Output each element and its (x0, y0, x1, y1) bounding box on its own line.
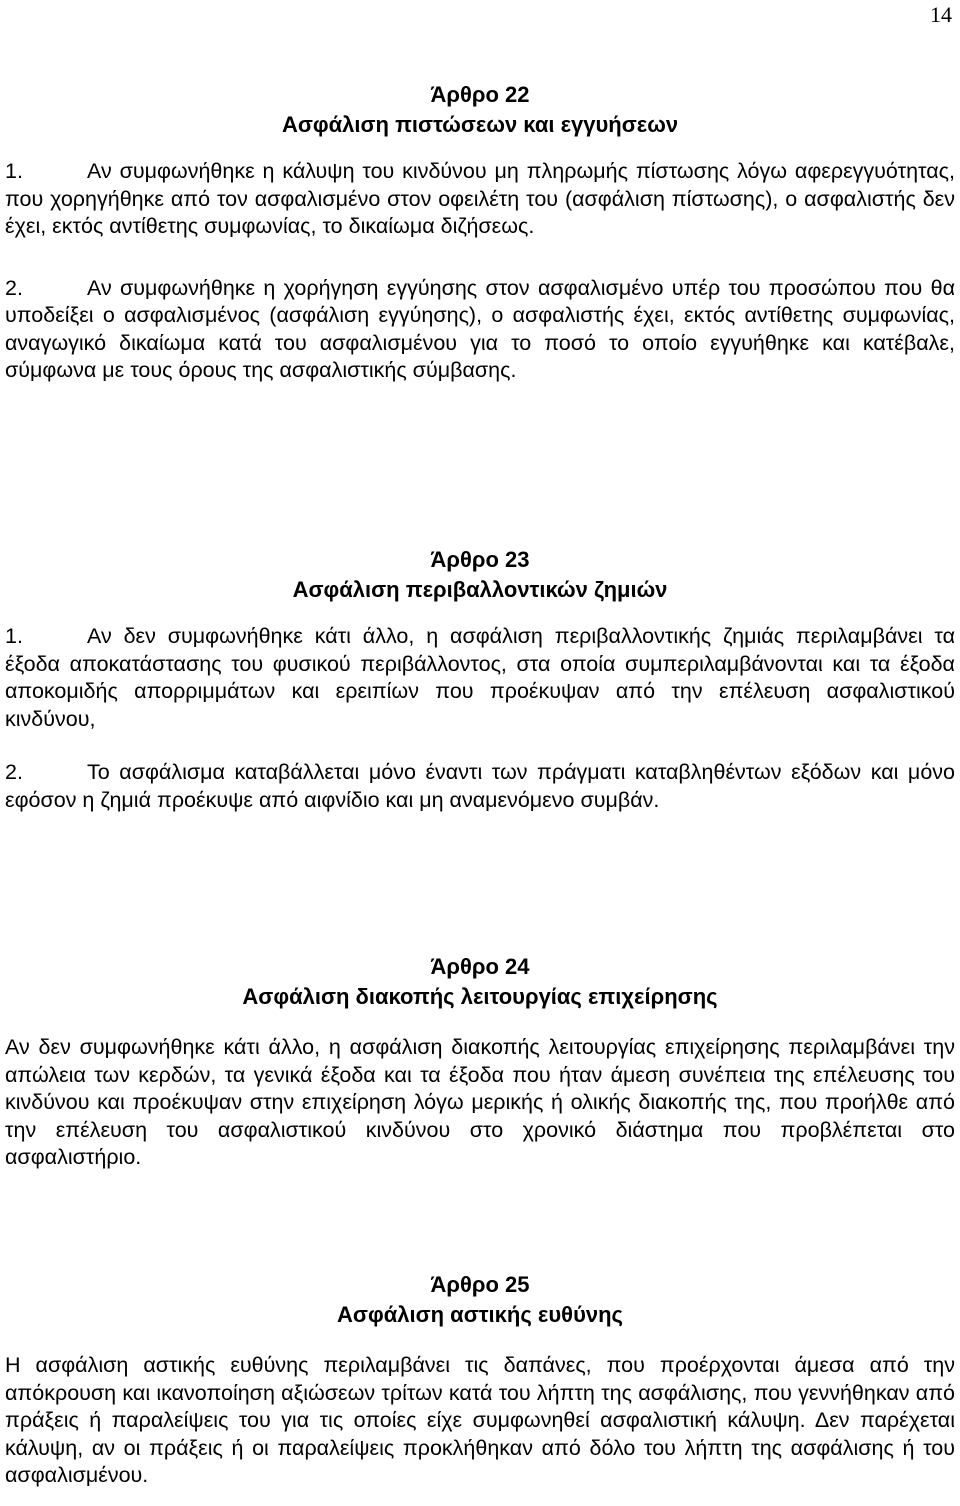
paragraph-text: Το ασφάλισμα καταβάλλεται μόνο έναντι των πράγματι καταβληθέντων εξόδων και μόνο εφόσον η ζημιά προέκυψε από αιφνίδιο και μη αναμενόμενο συμβάν. (5, 760, 955, 812)
paragraph-text: Αν συμφωνήθηκε η κάλυψη του κινδύνου μη πληρωμής πίστωσης λόγω αφερεγγυότητας, που χορηγήθηκε από τον ασφαλισμένο στον οφειλέτη του (ασφάλιση πίστωσης), ο ασφαλιστής δεν έχει, εκτός αντίθετης συμφωνίας, το δικαίωμα διζήσεως. (5, 159, 955, 238)
article-22 (5, 80, 955, 385)
article-24 (5, 952, 955, 1172)
article-title: Άρθρο 24 (430, 954, 530, 979)
paragraph-number: 2. (5, 760, 23, 784)
article-subtitle: Ασφάλιση αστικής ευθύνης (337, 1302, 623, 1327)
paragraph-text: Η ασφάλιση αστικής ευθύνης περιλαμβάνει τις δαπάνες, που προέρχονται άμεσα από την απόκρουση και ικανοποίηση αξιώσεων τρίτων κατά του λήπτη της ασφάλισης, που γεννήθηκαν από πράξεις ή παραλείψεις του για τις οποίες είχε συμφωνηθεί ασφαλιστική κάλυψη. Δεν παρέχεται κάλυψη, αν οι πράξεις ή οι παραλείψεις προκλήθηκαν από δόλο του λήπτη της ασφάλισης ή του ασφαλισμένου. (5, 1353, 955, 1487)
paragraph-text: Αν συμφωνήθηκε η χορήγηση εγγύησης στον ασφαλισμένο υπέρ του προσώπου που θα υποδείξει ο ασφαλισμένος (ασφάλιση εγγύησης), ο ασφαλιστής έχει, εκτός αντίθετης συμφωνίας, αναγωγικό δικαίωμα κατά του ασφαλισμένου για το ποσό το οποίο εγγυήθηκε και κατέβαλε, σύμφωνα με τους όρους της ασφαλιστικής σύμβασης. (5, 275, 955, 382)
paragraph-number: 1. (5, 159, 23, 183)
article-heading (5, 545, 955, 605)
paragraph-number: 1. (5, 624, 23, 648)
article-title: Άρθρο 25 (430, 1272, 530, 1297)
paragraph (5, 623, 955, 733)
paragraph-text: Αν δεν συμφωνήθηκε κάτι άλλο, η ασφάλιση διακοπής λειτουργίας επιχείρησης περιλαμβάνει την απώλεια των κερδών, τα γενικά έξοδα και τα έξοδα που ήταν άμεση συνέπεια της επέλευσης του κινδύνου και προέκυψαν στην επιχείρηση λόγω μερικής ή ολικής διακοπής της, που προήλθε από την επέλευση του ασφαλιστικού κινδύνου στο χρονικό διάστημα που προβλέπεται στο ασφαλιστήριο. (5, 1035, 955, 1169)
paragraph-text: Αν δεν συμφωνήθηκε κάτι άλλο, η ασφάλιση περιβαλλοντικής ζημιάς περιλαμβάνει τα έξοδα αποκατάστασης του φυσικού περιβάλλοντος, στα οποία συμπεριλαμβάνονται και τα έξοδα αποκομιδής απορριμμάτων και ερειπίων που προέκυψαν από την επέλευση ασφαλιστικού κινδύνου, (5, 624, 955, 731)
article-heading (5, 1270, 955, 1330)
article-subtitle: Ασφάλιση διακοπής λειτουργίας επιχείρησης (242, 984, 718, 1009)
page-number: 14 (930, 2, 952, 27)
article-23 (5, 545, 955, 814)
article-heading (5, 80, 955, 140)
article-title: Άρθρο 22 (430, 82, 530, 107)
article-subtitle: Ασφάλιση πιστώσεων και εγγυήσεων (281, 112, 679, 137)
article-heading (5, 952, 955, 1012)
paragraph (5, 1352, 955, 1490)
article-25 (5, 1270, 955, 1490)
paragraph (5, 275, 955, 385)
article-title: Άρθρο 23 (430, 547, 530, 572)
paragraph-number: 2. (5, 275, 23, 300)
article-subtitle: Ασφάλιση περιβαλλοντικών ζημιών (292, 577, 668, 602)
paragraph (5, 1034, 955, 1172)
paragraph (5, 158, 955, 241)
paragraph (5, 759, 955, 814)
